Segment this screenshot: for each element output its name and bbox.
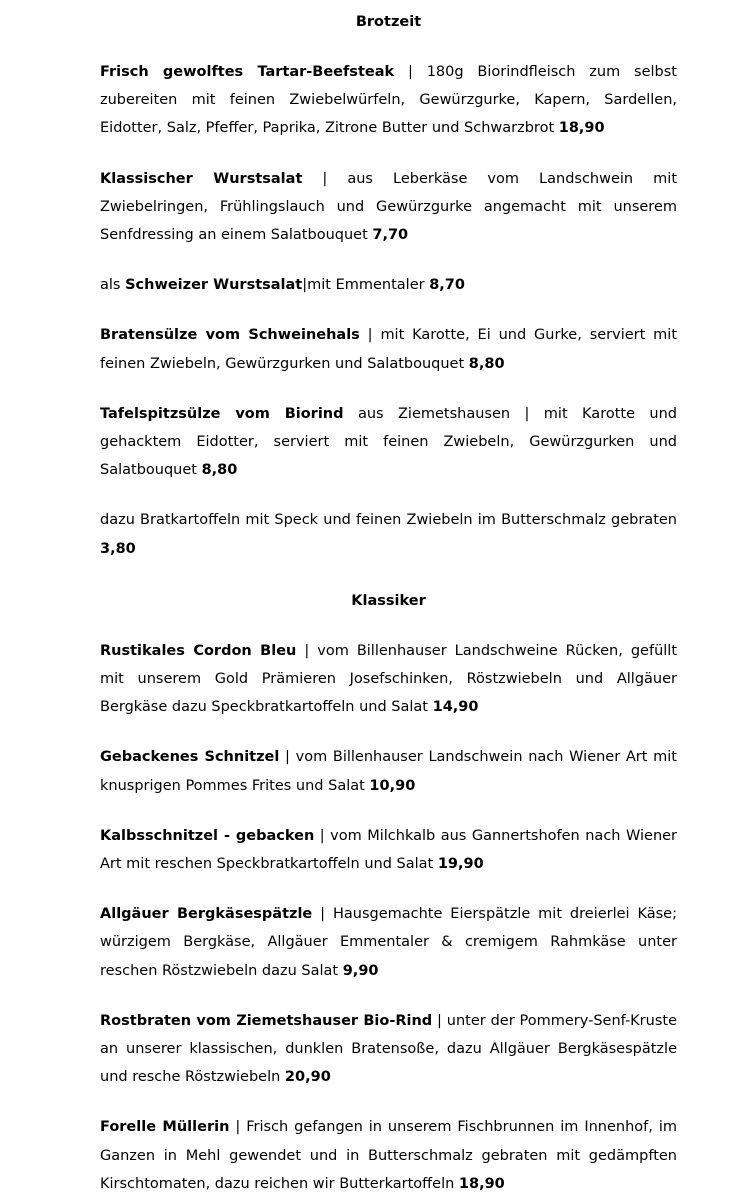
menu-item-kalbsschnitzel <box>100 822 677 878</box>
item-price: 18,90 <box>558 120 605 137</box>
item-description: vom Milchkalb aus Gannertshofen nach Wiener Art mit reschen Speckbratkartoffeln und Salat <box>100 827 678 873</box>
item-name: Allgäuer Bergkäsespätzle <box>100 906 313 923</box>
item-name: Tafelspitzsülze vom Biorind <box>100 405 344 422</box>
item-separator: | <box>359 327 381 344</box>
item-description: vom Billenhauser Landschweine Rücken, gefüllt mit unserem Gold Prämieren Josefschinken, Röstzwiebeln und Allgäuer Bergkäse dazu Speckbratkartoffeln und Salat <box>100 642 678 716</box>
item-description: 180g Biorindfleisch zum selbst zubereiten mit feinen Zwiebelwürfeln, Gewürzgurke, Kapern, Sardellen, Eidotter, Salz, Pfeffer, Paprika, Zitrone Butter und Schwarzbrot <box>100 64 677 137</box>
item-separator: | <box>302 170 348 187</box>
item-description: mit Emmentaler <box>307 277 430 294</box>
item-separator: | <box>314 827 331 844</box>
menu-item-cordon-bleu <box>100 637 677 722</box>
menu-item-bratensuelze <box>100 321 677 377</box>
item-description: aus Leberkäse vom Landschwein mit Zwiebelringen, Frühlingslauch und Gewürzgurke angemacht mit unserem Senfdressing an einem Salatbouquet <box>100 170 677 244</box>
item-prefix: als <box>100 277 126 294</box>
menu-item-tafelspitzsuelze <box>100 400 677 485</box>
item-name: Schweizer Wurstsalat <box>125 277 303 294</box>
item-name: Rostbraten vom Ziemetshauser Bio-Rind <box>100 1012 433 1029</box>
section-heading-brotzeit: Brotzeit <box>355 14 422 30</box>
item-price: 3,80 <box>100 540 136 557</box>
menu-item-wurstsalat <box>100 165 677 250</box>
item-price: 14,90 <box>432 699 479 716</box>
menu-item-bratkartoffeln <box>100 506 677 562</box>
item-price: 19,90 <box>437 856 484 873</box>
item-price: 7,70 <box>372 227 409 244</box>
item-description: Hausgemachte Eierspätzle mit dreierlei Käse; würzigem Bergkäse, Allgäuer Emmentaler & cremigem Rahmkäse unter reschen Röstzwiebeln dazu Salat <box>100 906 677 979</box>
menu-item-schnitzel <box>100 743 677 799</box>
section-heading-klassiker: Klassiker <box>351 592 426 609</box>
item-separator: | <box>302 277 308 294</box>
item-price: 9,90 <box>342 962 379 979</box>
item-name: Rustikales Cordon Bleu <box>100 642 297 659</box>
item-name: Kalbsschnitzel - gebacken <box>100 827 315 844</box>
item-name: Gebackenes Schnitzel <box>100 749 280 766</box>
item-price: 8,70 <box>429 277 465 294</box>
item-separator: | <box>432 1012 447 1029</box>
item-separator: | <box>296 642 318 659</box>
item-description: vom Billenhauser Landschwein nach Wiener Art mit knusprigen Pommes Frites und Salat <box>100 749 677 794</box>
item-separator <box>344 406 358 422</box>
item-description: mit Karotte, Ei und Gurke, serviert mit feinen Zwiebeln, Gewürzgurken und Salatbouquet <box>100 327 677 372</box>
item-separator: | <box>229 1119 247 1136</box>
item-description: unter der Pommery-Senf-Kruste an unserer klassischen, dunklen Bratensoße, dazu Allgäuer Bergkäsespätzle und resche Röstzwiebeln <box>100 1012 677 1086</box>
item-separator: | <box>279 749 296 766</box>
item-name: Klassischer Wurstsalat <box>100 170 303 187</box>
item-description: dazu Bratkartoffeln mit Speck und feinen Zwiebeln im Butterschmalz gebraten <box>100 512 677 529</box>
item-separator: | <box>394 64 427 80</box>
menu-item-forelle <box>100 1113 677 1198</box>
item-name: Forelle Müllerin <box>100 1119 230 1136</box>
item-price: 10,90 <box>369 777 416 794</box>
menu-item-rostbraten <box>100 1007 677 1092</box>
item-price: 18,90 <box>458 1175 505 1192</box>
item-price: 8,80 <box>201 462 238 479</box>
item-price: 20,90 <box>284 1069 331 1086</box>
menu-item-tartar <box>100 58 677 143</box>
item-description: Frisch gefangen in unserem Fischbrunnen im Innenhof, im Ganzen in Mehl gewendet und in Butterschmalz gebraten mit gedämpften Kirschtomaten, dazu reichen wir Butterkartoffeln <box>100 1119 677 1192</box>
item-name: Bratensülze vom Schweinehals <box>100 327 360 344</box>
menu-item-kaesespaetzle <box>100 900 677 985</box>
item-separator: | <box>312 906 333 923</box>
item-description: aus Ziemetshausen | mit Karotte und gehacktem Eidotter, serviert mit feinen Zwiebeln, Gewürzgurken und Salatbouquet <box>100 405 677 479</box>
item-name: Frisch gewolftes Tartar-Beefsteak <box>100 64 395 80</box>
item-price: 8,80 <box>468 355 505 372</box>
menu-item-schweizer-wurstsalat <box>100 271 677 299</box>
